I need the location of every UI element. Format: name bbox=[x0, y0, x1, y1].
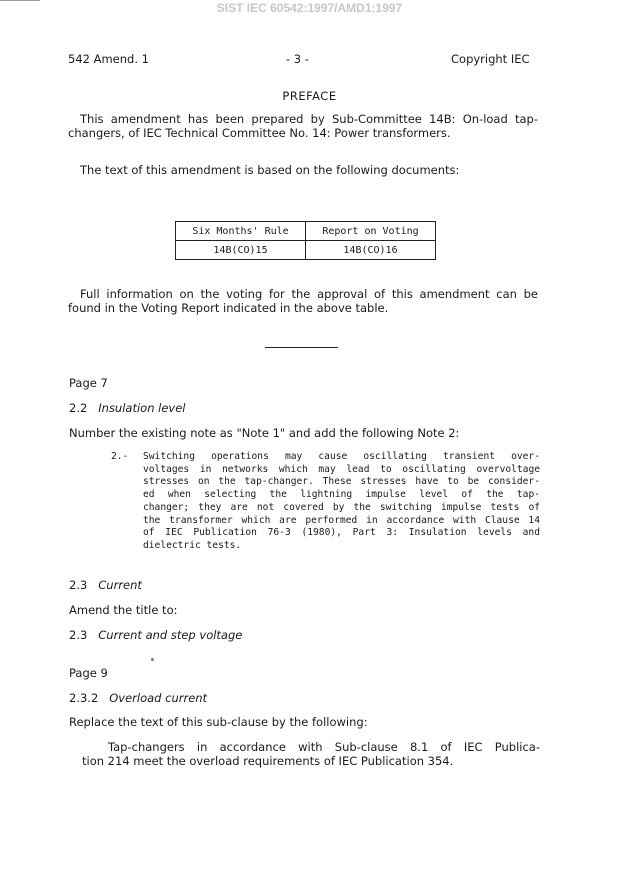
paragraph-line: This amendment has been prepared by Sub-Committee 14B: On-load tap- bbox=[80, 112, 538, 126]
note-number: 2.- bbox=[111, 451, 129, 462]
note-line: the transformer which are performed in accordance with Clause 14 bbox=[143, 514, 540, 526]
section-number: 2.3 bbox=[69, 578, 88, 592]
table-header-row bbox=[176, 222, 436, 241]
note-line: voltages in networks which may lead to oscillating overvoltage bbox=[143, 463, 540, 475]
preface-paragraph-1 bbox=[68, 112, 538, 140]
note-line: ed when selecting the lightning impulse level of the tap- bbox=[143, 489, 540, 501]
table-row bbox=[176, 241, 436, 260]
watermark: SIST IEC 60542:1997/AMD1:1997 bbox=[216, 1, 403, 15]
paragraph-line: found in the Voting Report indicated in the above table. bbox=[68, 301, 389, 315]
table-cell: 14B(CO)16 bbox=[306, 241, 436, 260]
note-line: of IEC Publication 76-3 (1980), Part 3: Insulation levels and bbox=[143, 527, 540, 539]
preface-paragraph-3 bbox=[68, 287, 538, 315]
note-line: stresses on the tap-changer. These stresses have to be consider- bbox=[143, 476, 540, 488]
page-reference-7: Page 7 bbox=[69, 376, 108, 390]
table-cell: 14B(CO)15 bbox=[176, 241, 306, 260]
instruction-text: Number the existing note as "Note 1" and add the following Note 2: bbox=[69, 426, 460, 440]
paragraph-line: changers, of IEC Technical Committee No. 14: Power transformers. bbox=[68, 126, 451, 140]
section-number: 2.3.2 bbox=[69, 691, 99, 705]
section-heading-2-3 bbox=[69, 578, 142, 592]
table-header-cell: Report on Voting bbox=[306, 222, 436, 241]
table-header-cell: Six Months' Rule bbox=[176, 222, 306, 241]
paragraph-line: tion 214 meet the overload requirements of IEC Publication 354. bbox=[82, 754, 454, 768]
section-heading-2-2 bbox=[69, 401, 186, 415]
section-heading-2-3-2 bbox=[69, 691, 207, 705]
preface-paragraph-2: The text of this amendment is based on the following documents: bbox=[80, 163, 460, 177]
section-title: Insulation level bbox=[98, 401, 186, 415]
section-heading-2-3-amended bbox=[69, 628, 242, 642]
section-title: Overload current bbox=[109, 691, 208, 705]
paragraph-line: Full information on the voting for the approval of this amendment can be bbox=[80, 287, 538, 301]
note-2-body bbox=[143, 451, 540, 553]
section-title: Current bbox=[98, 578, 142, 592]
speck bbox=[151, 658, 154, 661]
note-line: changer; they are not covered by the switching impulse tests of bbox=[143, 501, 540, 513]
section-number: 2.3 bbox=[69, 628, 88, 642]
section-divider bbox=[265, 347, 338, 348]
header-copyright: Copyright IEC bbox=[451, 52, 530, 66]
section-title: Current and step voltage bbox=[98, 628, 243, 642]
replace-instruction: Replace the text of this sub-clause by the following: bbox=[69, 715, 368, 729]
note-line: dielectric tests. bbox=[143, 539, 242, 551]
section-number: 2.2 bbox=[69, 401, 88, 415]
header-page-number: - 3 - bbox=[286, 52, 309, 66]
replacement-paragraph bbox=[82, 740, 540, 768]
voting-documents-table bbox=[175, 221, 436, 260]
header-document-id: 542 Amend. 1 bbox=[68, 52, 149, 66]
page-reference-9: Page 9 bbox=[69, 666, 108, 680]
preface-title: PREFACE bbox=[282, 89, 337, 103]
amend-instruction: Amend the title to: bbox=[69, 603, 178, 617]
paragraph-line: Tap-changers in accordance with Sub-clause 8.1 of IEC Publica- bbox=[108, 740, 540, 754]
note-line: Switching operations may cause oscillating transient over- bbox=[143, 451, 540, 462]
